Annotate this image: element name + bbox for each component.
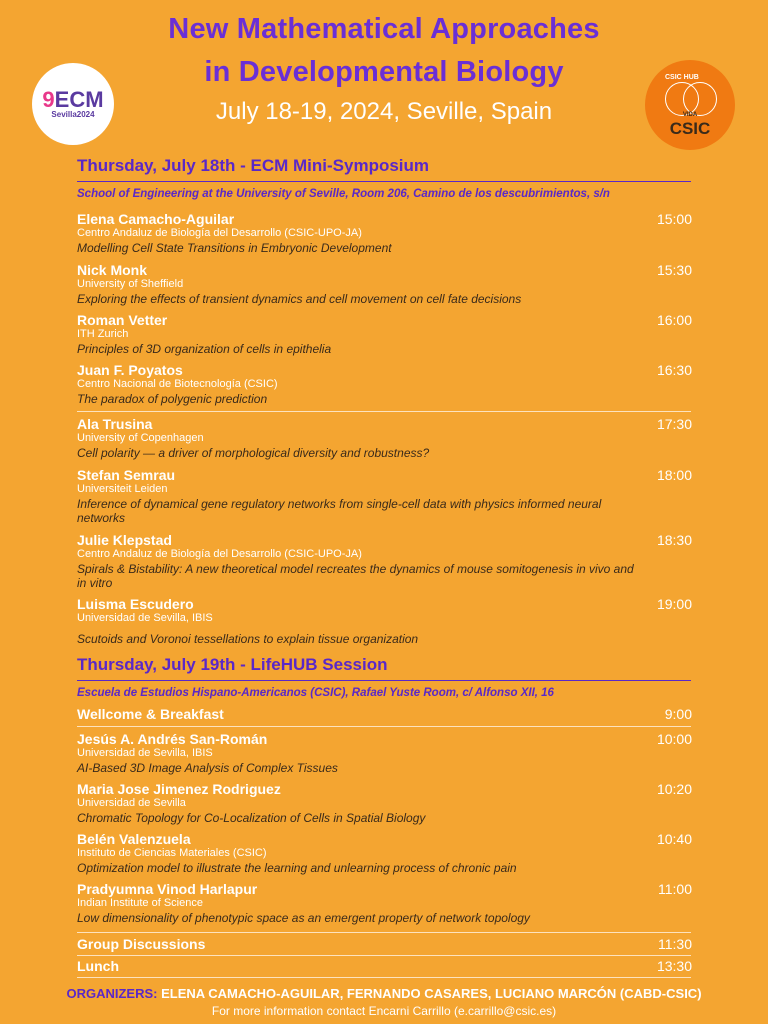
ecm-logo bbox=[32, 63, 114, 145]
speaker-affiliation: Universidad de Sevilla bbox=[77, 797, 186, 809]
speaker-affiliation: Centro Andaluz de Biología del Desarrollo (CSIC-UPO-JA) bbox=[77, 227, 362, 239]
csic-logo-vida: VIDA bbox=[682, 112, 698, 118]
talk-title: Inference of dynamical gene regulatory networks from single-cell data with physics informed neural networks bbox=[77, 497, 602, 525]
talk-item bbox=[77, 211, 692, 255]
ecm-logo-digit: 9 bbox=[42, 86, 55, 112]
lunch-time: 13:30 bbox=[656, 958, 692, 974]
speaker-affiliation: Universidad de Sevilla, IBIS bbox=[77, 612, 213, 624]
talk-item bbox=[77, 731, 692, 775]
talk-title: Spirals & Bistability: A new theoretical model recreates the dynamics of mouse somitogenesis in vivo and in vitro bbox=[77, 562, 634, 590]
talk-time: 18:00 bbox=[656, 467, 692, 483]
talk-item bbox=[77, 831, 692, 875]
organizers-names: ELENA CAMACHO-AGUILAR, FERNANDO CASARES, LUCIANO MARCÓN (CABD-CSIC) bbox=[161, 986, 702, 1001]
speaker-name: Belén Valenzuela bbox=[77, 831, 191, 847]
talk-item bbox=[77, 262, 692, 306]
organizers bbox=[0, 986, 768, 1001]
csic-logo-name: CSIC bbox=[669, 119, 711, 138]
speaker-affiliation: Indian Institute of Science bbox=[77, 897, 203, 909]
ecm-logo-sub: Sevilla2024 bbox=[51, 109, 95, 119]
day2-rule bbox=[77, 680, 691, 681]
speaker-name: Luisma Escudero bbox=[77, 596, 194, 612]
day1-rule bbox=[77, 181, 691, 182]
talk-title: Cell polarity — a driver of morphological diversity and robustness? bbox=[77, 446, 430, 460]
break-rule bbox=[77, 411, 691, 412]
organizers-label: ORGANIZERS: bbox=[66, 986, 158, 1001]
welcome-label: Wellcome & Breakfast bbox=[77, 706, 224, 722]
speaker-name: Roman Vetter bbox=[77, 312, 168, 328]
talk-time: 10:40 bbox=[656, 831, 692, 847]
ecm-logo-main: ECM bbox=[54, 86, 104, 112]
welcome-time: 9:00 bbox=[664, 706, 692, 722]
footer-rule bbox=[77, 977, 691, 978]
day2-heading: Thursday, July 19th - LifeHUB Session bbox=[77, 655, 388, 674]
group-discussions-row bbox=[77, 936, 692, 952]
day1-heading: Thursday, July 18th - ECM Mini-Symposium bbox=[77, 156, 430, 175]
talk-title: Principles of 3D organization of cells in epithelia bbox=[77, 342, 332, 356]
lunch-rule bbox=[77, 955, 691, 956]
lunch-label: Lunch bbox=[77, 958, 119, 974]
talk-title: Low dimensionality of phenotypic space as an emergent property of network topology bbox=[77, 911, 530, 925]
talk-time: 15:00 bbox=[656, 211, 692, 227]
speaker-affiliation: ITH Zurich bbox=[77, 328, 129, 340]
speaker-name: Stefan Semrau bbox=[77, 467, 176, 483]
csic-vida-logo bbox=[645, 60, 735, 150]
day2-venue: Escuela de Estudios Hispano-Americanos (CSIC), Rafael Yuste Room, c/ Alfonso XII, 16 bbox=[77, 687, 554, 699]
speaker-affiliation: Centro Nacional de Biotecnología (CSIC) bbox=[77, 378, 278, 390]
talk-item bbox=[77, 467, 692, 525]
lunch-row bbox=[77, 958, 692, 974]
speaker-affiliation: University of Copenhagen bbox=[77, 432, 204, 444]
group-time: 11:30 bbox=[658, 936, 692, 952]
speaker-affiliation: Universidad de Sevilla, IBIS bbox=[77, 747, 213, 759]
talk-time: 19:00 bbox=[656, 596, 692, 612]
speaker-name: Juan F. Poyatos bbox=[77, 362, 183, 378]
talk-title: AI-Based 3D Image Analysis of Complex Tissues bbox=[77, 761, 338, 775]
speaker-name: Julie Klepstad bbox=[77, 532, 172, 548]
day1-venue: School of Engineering at the University of Seville, Room 206, Camino de los descubrimientos, s/n bbox=[77, 188, 610, 200]
talk-item bbox=[77, 532, 692, 590]
speaker-affiliation: Instituto de Ciencias Materiales (CSIC) bbox=[77, 847, 267, 859]
talk-item bbox=[77, 781, 692, 825]
talk-time: 15:30 bbox=[656, 262, 692, 278]
title-line-2: in Developmental Biology bbox=[204, 56, 564, 88]
talk-title: Scutoids and Voronoi tessellations to explain tissue organization bbox=[77, 632, 419, 646]
group-rule bbox=[77, 932, 691, 933]
speaker-name: Nick Monk bbox=[77, 262, 148, 278]
speaker-affiliation: Centro Andaluz de Biología del Desarrollo (CSIC-UPO-JA) bbox=[77, 548, 362, 560]
speaker-affiliation: Universiteit Leiden bbox=[77, 483, 168, 495]
speaker-name: Maria Jose Jimenez Rodriguez bbox=[77, 781, 281, 797]
talk-item bbox=[77, 362, 692, 406]
contact-info: For more information contact Encarni Carrillo (e.carrillo@csic.es) bbox=[211, 1004, 557, 1018]
talk-title: Chromatic Topology for Co-Localization of Cells in Spatial Biology bbox=[77, 811, 426, 825]
welcome-row bbox=[77, 706, 692, 722]
speaker-affiliation: University of Sheffield bbox=[77, 278, 184, 290]
speaker-name: Elena Camacho-Aguilar bbox=[77, 211, 235, 227]
talk-item bbox=[77, 596, 692, 646]
talk-item bbox=[77, 881, 692, 925]
welcome-rule bbox=[77, 726, 691, 727]
talk-time: 11:00 bbox=[658, 881, 692, 897]
talk-title: Modelling Cell State Transitions in Embryonic Development bbox=[77, 241, 392, 255]
group-label: Group Discussions bbox=[77, 936, 206, 952]
talk-title: Optimization model to illustrate the learning and unlearning process of chronic pain bbox=[77, 861, 517, 875]
talk-item bbox=[77, 312, 692, 356]
talk-title: The paradox of polygenic prediction bbox=[77, 392, 268, 406]
talk-item bbox=[77, 416, 692, 460]
speaker-name: Jesús A. Andrés San-Román bbox=[77, 731, 268, 747]
talk-time: 16:00 bbox=[656, 312, 692, 328]
title-line-1: New Mathematical Approaches bbox=[168, 13, 600, 45]
talk-time: 10:00 bbox=[656, 731, 692, 747]
speaker-name: Ala Trusina bbox=[77, 416, 153, 432]
event-dates: July 18-19, 2024, Seville, Spain bbox=[215, 98, 553, 125]
speaker-name: Pradyumna Vinod Harlapur bbox=[77, 881, 258, 897]
talk-time: 16:30 bbox=[656, 362, 692, 378]
csic-logo-top: CSIC HUB bbox=[665, 74, 699, 81]
talk-time: 10:20 bbox=[656, 781, 692, 797]
talk-title: Exploring the effects of transient dynamics and cell movement on cell fate decisions bbox=[77, 292, 522, 306]
talk-time: 18:30 bbox=[656, 532, 692, 548]
talk-time: 17:30 bbox=[656, 416, 692, 432]
